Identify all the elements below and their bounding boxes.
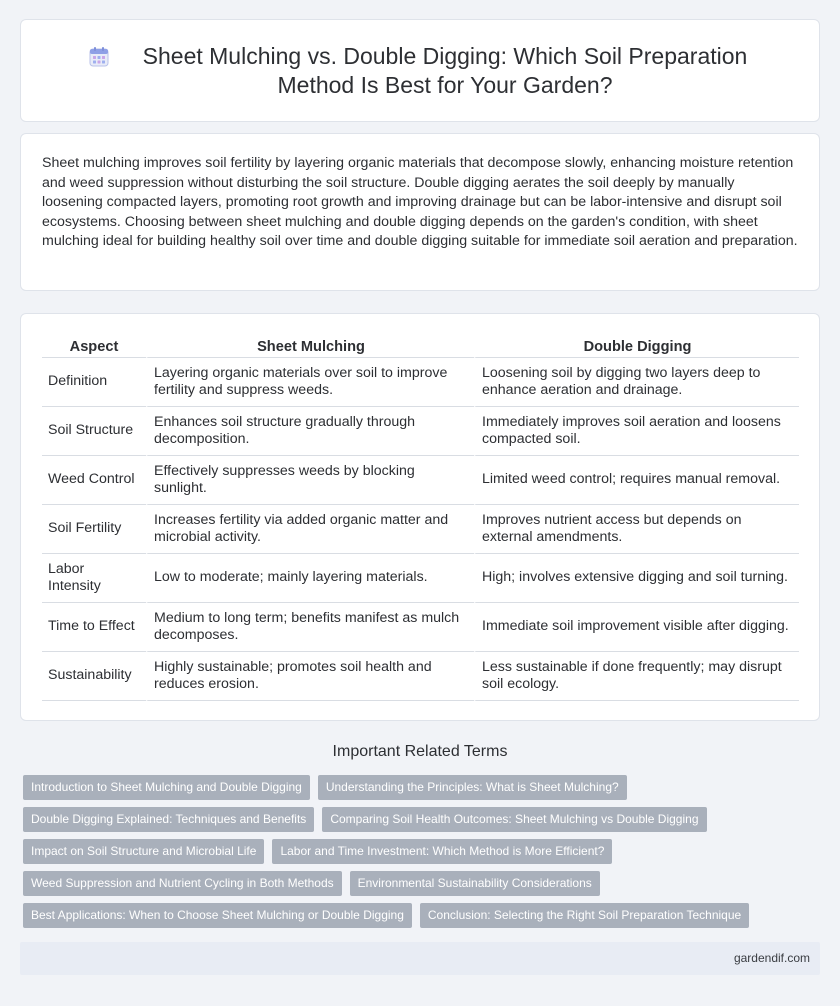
related-terms-heading: Important Related Terms: [332, 743, 508, 760]
tag-row: [23, 871, 803, 896]
title-card: [20, 19, 820, 122]
related-term-link[interactable]: Weed Suppression and Nutrient Cycling in Both Methods: [23, 871, 342, 896]
tag-row: [23, 775, 803, 800]
table-row: [42, 407, 799, 456]
page-title: Sheet Mulching vs. Double Digging: Which Soil Preparation Method Is Best for Your Garden?: [142, 43, 748, 98]
table-row: [42, 358, 799, 407]
related-term-link[interactable]: Impact on Soil Structure and Microbial Life: [23, 839, 264, 864]
header-sheet-mulching: Sheet Mulching: [146, 334, 474, 358]
aspect-cell: Soil Fertility: [42, 505, 146, 554]
sheet-mulching-cell: Layering organic materials over soil to improve fertility and suppress weeds.: [146, 358, 474, 407]
double-digging-cell: Limited weed control; requires manual removal.: [474, 456, 799, 505]
double-digging-cell: Loosening soil by digging two layers deep to enhance aeration and drainage.: [474, 358, 799, 407]
related-term-link[interactable]: Comparing Soil Health Outcomes: Sheet Mulching vs Double Digging: [322, 807, 706, 832]
related-term-link[interactable]: Double Digging Explained: Techniques and Benefits: [23, 807, 314, 832]
sheet-mulching-cell: Effectively suppresses weeds by blocking sunlight.: [146, 456, 474, 505]
summary-paragraph: Sheet mulching improves soil fertility by layering organic materials that decompose slowly, enhancing moisture retention and weed suppression without disturbing the soil structure. Double digging aerates the soil deeply by manually loosening compacted layers, promoting root growth and improving drainage but can be labor-intensive and disrupt soil ecosystems. Choosing between sheet mulching and double digging depends on the garden's condition, with sheet mulching ideal for building healthy soil over time and double digging suitable for immediate soil aeration and preparation.: [42, 155, 798, 250]
table-row: [42, 505, 799, 554]
related-term-link[interactable]: Understanding the Principles: What is Sheet Mulching?: [318, 775, 627, 800]
table-row: [42, 554, 799, 603]
aspect-cell: Time to Effect: [42, 603, 146, 652]
header-double-digging: Double Digging: [474, 334, 799, 358]
double-digging-cell: Improves nutrient access but depends on external amendments.: [474, 505, 799, 554]
comparison-table: [42, 334, 799, 701]
aspect-cell: Definition: [42, 358, 146, 407]
double-digging-cell: High; involves extensive digging and soil turning.: [474, 554, 799, 603]
aspect-cell: Labor Intensity: [42, 554, 146, 603]
tag-row: [23, 807, 803, 832]
comparison-table-card: [20, 313, 820, 721]
sheet-mulching-cell: Highly sustainable; promotes soil health and reduces erosion.: [146, 652, 474, 701]
aspect-cell: Weed Control: [42, 456, 146, 505]
double-digging-cell: Immediately improves soil aeration and loosens compacted soil.: [474, 407, 799, 456]
related-terms-list: [23, 775, 803, 935]
aspect-cell: Sustainability: [42, 652, 146, 701]
summary-card: [20, 133, 820, 291]
table-row: [42, 456, 799, 505]
double-digging-cell: Less sustainable if done frequently; may disrupt soil ecology.: [474, 652, 799, 701]
related-term-link[interactable]: Best Applications: When to Choose Sheet Mulching or Double Digging: [23, 903, 412, 928]
related-term-link[interactable]: Labor and Time Investment: Which Method is More Efficient?: [272, 839, 612, 864]
tag-row: [23, 903, 803, 928]
table-row: [42, 603, 799, 652]
table-row: [42, 652, 799, 701]
site-link[interactable]: gardendif.com: [733, 951, 810, 965]
sheet-mulching-cell: Enhances soil structure gradually through decomposition.: [146, 407, 474, 456]
sheet-mulching-cell: Medium to long term; benefits manifest as mulch decomposes.: [146, 603, 474, 652]
tag-row: [23, 839, 803, 864]
footer: [20, 942, 820, 975]
related-term-link[interactable]: Conclusion: Selecting the Right Soil Preparation Technique: [420, 903, 749, 928]
table-header-row: [42, 334, 799, 358]
double-digging-cell: Immediate soil improvement visible after digging.: [474, 603, 799, 652]
sheet-mulching-cell: Low to moderate; mainly layering materials.: [146, 554, 474, 603]
header-aspect: Aspect: [42, 334, 146, 358]
sheet-mulching-cell: Increases fertility via added organic matter and microbial activity.: [146, 505, 474, 554]
related-term-link[interactable]: Environmental Sustainability Considerations: [350, 871, 600, 896]
related-term-link[interactable]: Introduction to Sheet Mulching and Double Digging: [23, 775, 310, 800]
aspect-cell: Soil Structure: [42, 407, 146, 456]
